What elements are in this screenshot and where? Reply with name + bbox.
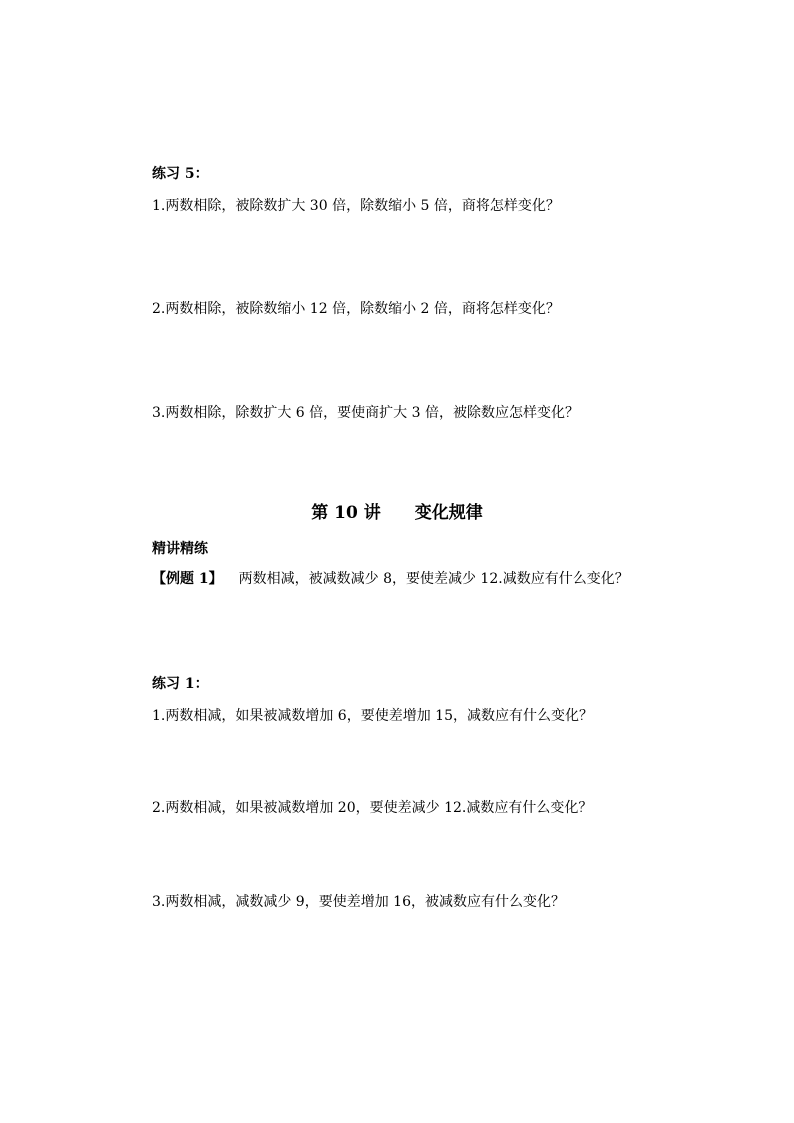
practice1-heading: 练习 1： bbox=[152, 676, 209, 692]
practice1-question-1: 1.两数相减，如果被减数增加 6，要使差增加 15，减数应有什么变化？ bbox=[152, 708, 593, 724]
chapter-title: 第 10 讲 变化规律 bbox=[311, 503, 483, 523]
example-1 bbox=[152, 570, 629, 588]
practice5-question-3: 3.两数相除，除数扩大 6 倍，要使商扩大 3 倍，被除数应怎样变化？ bbox=[152, 405, 579, 421]
example-tag: 【例题 1】 bbox=[152, 571, 223, 587]
practice5-question-1: 1.两数相除，被除数扩大 30 倍，除数缩小 5 倍，商将怎样变化？ bbox=[152, 198, 560, 214]
practice1-question-2: 2.两数相减，如果被减数增加 20，要使差减少 12.减数应有什么变化？ bbox=[152, 800, 593, 816]
practice5-heading: 练习 5： bbox=[152, 166, 209, 182]
practice1-question-3: 3.两数相减，减数减少 9，要使差增加 16，被减数应有什么变化？ bbox=[152, 894, 565, 910]
practice5-question-2: 2.两数相除，被除数缩小 12 倍，除数缩小 2 倍，商将怎样变化？ bbox=[152, 301, 560, 317]
section-heading: 精讲精练 bbox=[152, 541, 208, 557]
example-text: 两数相减，被减数减少 8，要使差减少 12.减数应有什么变化？ bbox=[238, 571, 629, 587]
